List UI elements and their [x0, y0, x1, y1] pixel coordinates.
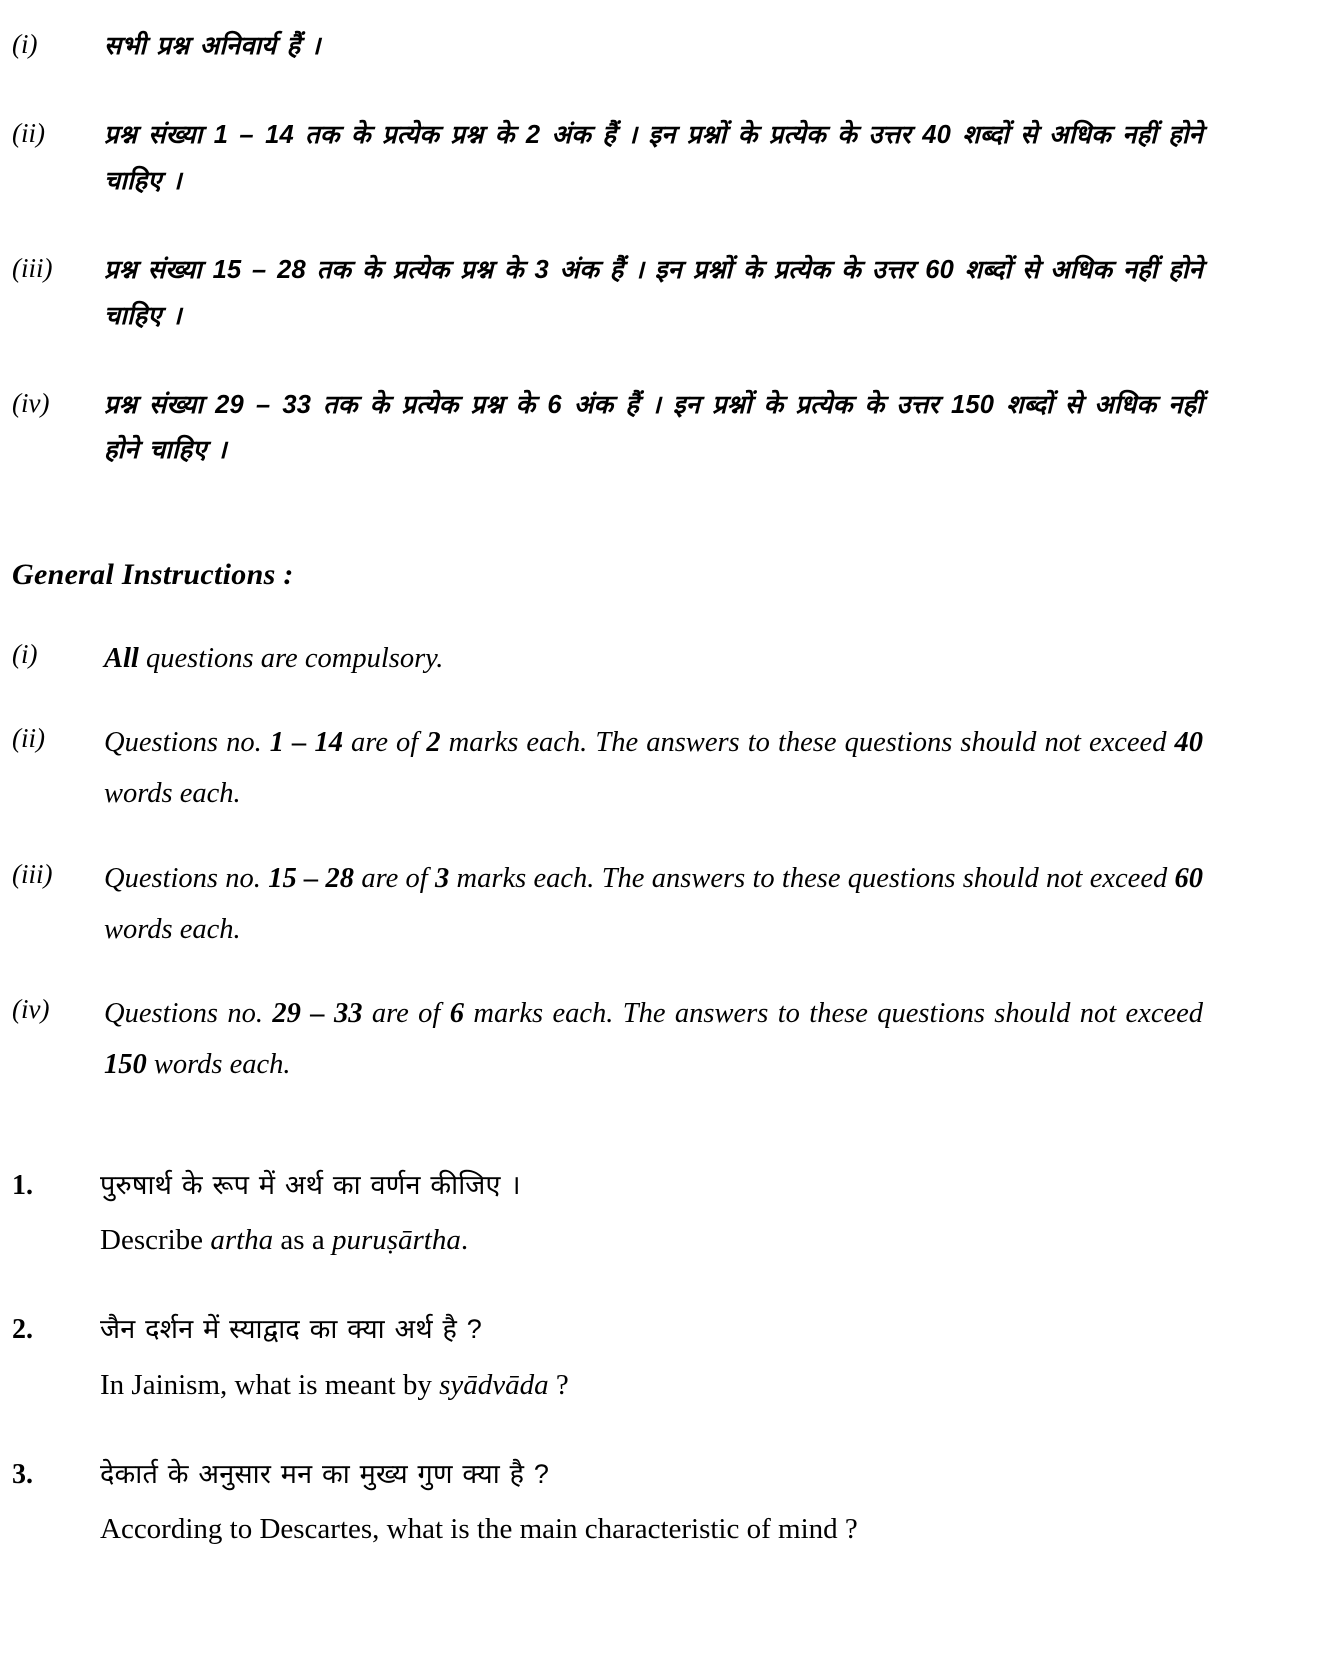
hindi-instruction-item-iii — [8, 248, 1203, 339]
question-english-pre: In Jainism, what is meant by — [100, 1368, 440, 1401]
question-text-hindi: देकार्त के अनुसार मन का मुख्य गुण क्या है ? — [100, 1458, 550, 1489]
general-instruction-part4: words each. — [104, 913, 241, 945]
general-instruction-text — [104, 854, 1203, 955]
question-text-hindi: पुरुषार्थ के रूप में अर्थ का वर्णन कीजिए । — [100, 1169, 521, 1200]
questions-list — [8, 1165, 1203, 1552]
general-instruction-part1: Questions no. — [104, 862, 269, 894]
question-item-2 — [8, 1309, 1203, 1407]
hindi-instruction-part3: अंक हैं । इन प्रश्नों के प्रत्येक के उत्तर — [540, 121, 923, 150]
question-text-english — [100, 1507, 1203, 1552]
general-instruction-part3: marks each. The answers to these questions should not exceed — [440, 727, 1175, 759]
hindi-instruction-part1: प्रश्न संख्या — [104, 256, 213, 285]
hindi-instruction-marker: (i) — [12, 29, 38, 59]
general-instruction-marker: (iv) — [12, 994, 50, 1025]
hindi-instruction-part1: प्रश्न संख्या — [104, 390, 216, 419]
question-body — [100, 1309, 1203, 1407]
general-instruction-part3: marks each. The answers to these questions should not exceed — [464, 998, 1204, 1030]
general-instruction-text — [104, 718, 1203, 819]
general-instruction-part4: words each. — [146, 1048, 291, 1080]
question-range: 1 – 14 — [269, 727, 343, 759]
general-instruction-lead: All — [104, 642, 139, 674]
hindi-instruction-marker: (iv) — [12, 387, 50, 418]
general-instruction-item-iv — [8, 989, 1203, 1090]
hindi-instruction-part1: प्रश्न संख्या — [104, 121, 214, 150]
word-limit: 60 — [1174, 862, 1204, 894]
hindi-question-range: 1 – 14 — [213, 121, 294, 150]
general-instruction-text — [104, 634, 1203, 685]
hindi-instruction-item-ii — [8, 113, 1203, 204]
question-item-3 — [8, 1454, 1203, 1552]
hindi-instruction-text — [104, 248, 1203, 339]
general-instruction-marker: (i) — [12, 638, 38, 669]
general-instruction-text — [104, 989, 1203, 1090]
marks-value: 2 — [426, 727, 441, 759]
question-item-1 — [8, 1165, 1203, 1263]
hindi-instruction-part4: शब्दों से अधिक नहीं होने चाहिए । — [104, 121, 1203, 195]
question-english-pre: Describe — [100, 1224, 211, 1257]
general-instruction-part2: are of — [354, 862, 435, 894]
hindi-instruction-rest: प्रश्न अनिवार्य हैं । — [146, 32, 321, 60]
hindi-instruction-part2: तक के प्रत्येक प्रश्न के — [305, 256, 535, 285]
hindi-question-range: 29 – 33 — [215, 390, 312, 419]
word-limit: 150 — [104, 1048, 147, 1080]
question-range: 29 – 33 — [272, 998, 363, 1030]
hindi-instruction-text — [104, 24, 1203, 69]
question-english-pre: According to Descartes, what is the main characteristic of mind ? — [100, 1513, 858, 1546]
question-range: 15 – 28 — [268, 862, 355, 894]
hindi-word-limit: 150 — [951, 390, 995, 419]
general-instructions-heading: General Instructions : — [12, 557, 294, 591]
question-english-term-artha: artha — [210, 1224, 274, 1257]
general-instruction-part1: Questions no. — [104, 998, 273, 1030]
hindi-instruction-part2: तक के प्रत्येक प्रश्न के — [311, 390, 548, 419]
question-body — [100, 1165, 1203, 1263]
question-text-english — [100, 1218, 1203, 1263]
question-number: 2. — [12, 1314, 33, 1346]
hindi-instruction-part4: शब्दों से अधिक नहीं होने चाहिए । — [104, 390, 1203, 465]
general-instruction-item-i — [8, 634, 1203, 685]
general-instruction-rest: questions are compulsory. — [138, 642, 444, 674]
marks-value: 3 — [435, 862, 450, 894]
hindi-instruction-marker: (iii) — [12, 253, 53, 284]
general-instruction-part2: are of — [362, 998, 450, 1030]
hindi-instruction-item-i — [8, 24, 1203, 69]
hindi-instruction-lead: सभी — [104, 32, 147, 60]
general-instruction-part3: marks each. The answers to these questions should not exceed — [449, 862, 1175, 894]
question-body — [100, 1454, 1203, 1552]
hindi-marks-value: 3 — [534, 256, 549, 285]
general-instruction-item-iii — [8, 854, 1203, 955]
question-text-english — [100, 1363, 1203, 1408]
question-english-post: ? — [548, 1368, 569, 1401]
question-number: 3. — [12, 1458, 33, 1490]
question-english-mid: as a — [273, 1224, 332, 1257]
question-english-post: . — [460, 1224, 469, 1257]
marks-value: 6 — [449, 998, 464, 1030]
general-instruction-part2: are of — [342, 727, 427, 759]
word-limit: 40 — [1174, 727, 1204, 759]
hindi-instruction-part2: तक के प्रत्येक प्रश्न के — [293, 121, 526, 150]
hindi-instruction-marker: (ii) — [12, 118, 45, 149]
hindi-question-range: 15 – 28 — [212, 256, 306, 285]
hindi-instruction-text — [104, 383, 1203, 474]
general-instruction-part4: words each. — [104, 778, 241, 810]
general-instruction-part1: Questions no. — [104, 727, 270, 759]
general-instruction-item-ii — [8, 718, 1203, 819]
question-text-hindi: जैन दर्शन में स्याद्वाद का क्या अर्थ है ? — [100, 1314, 482, 1345]
general-instruction-marker: (iii) — [12, 858, 53, 889]
hindi-marks-value: 2 — [525, 121, 541, 150]
general-instruction-marker: (ii) — [12, 723, 45, 754]
hindi-word-limit: 40 — [922, 121, 952, 150]
hindi-marks-value: 6 — [547, 390, 562, 419]
hindi-instructions-list — [8, 24, 1203, 474]
question-number: 1. — [12, 1169, 33, 1201]
hindi-instruction-part4: शब्दों से अधिक नहीं होने चाहिए । — [104, 256, 1203, 330]
general-instructions-list — [8, 634, 1203, 1091]
question-english-term-syadvada: syādvāda — [439, 1368, 549, 1401]
hindi-instruction-part3: अंक हैं । इन प्रश्नों के प्रत्येक के उत्तर — [548, 256, 926, 285]
question-english-term-purusartha: puruṣārtha — [331, 1224, 461, 1257]
hindi-instruction-text — [104, 113, 1203, 204]
hindi-word-limit: 60 — [925, 256, 954, 285]
hindi-instruction-item-iv — [8, 383, 1203, 474]
hindi-instruction-part3: अंक हैं । इन प्रश्नों के प्रत्येक के उत्तर — [561, 390, 952, 419]
